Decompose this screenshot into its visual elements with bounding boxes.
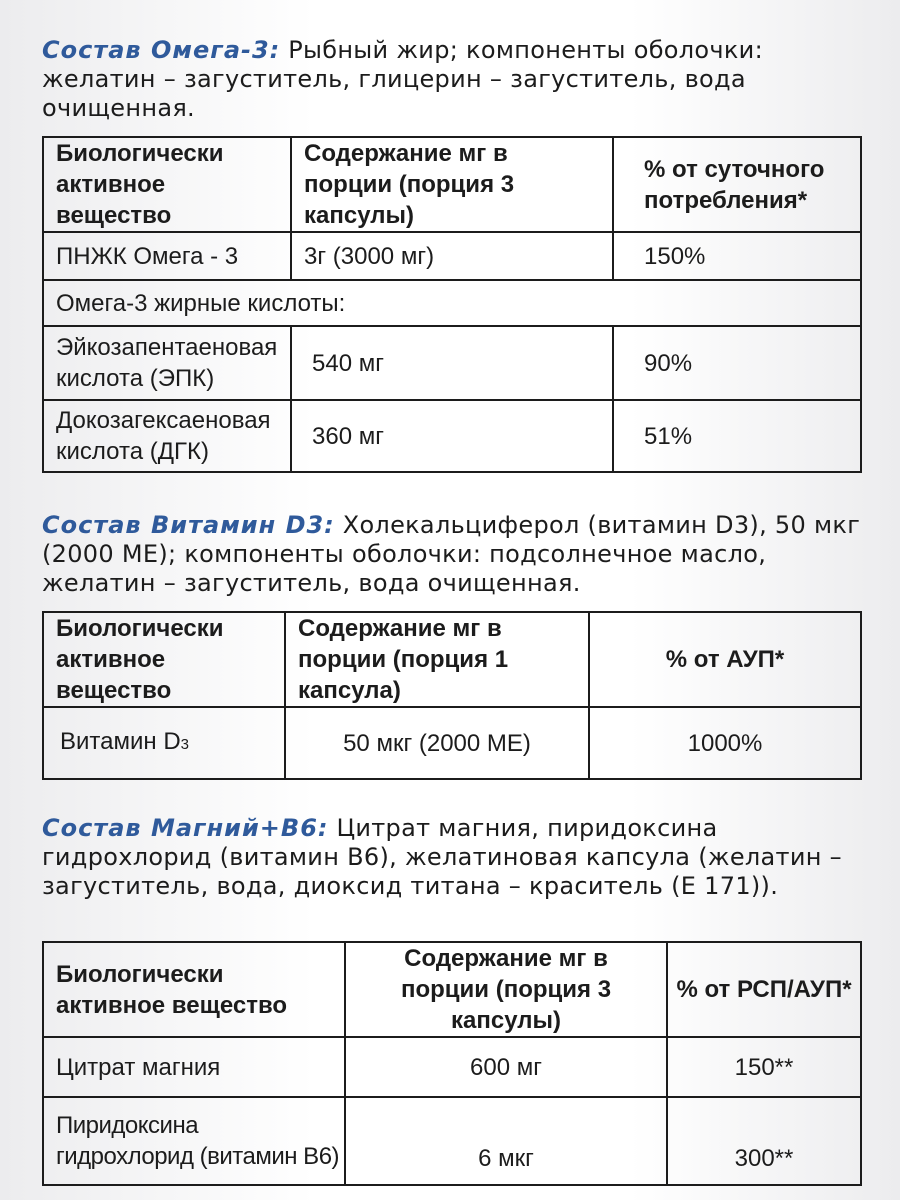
omega-composition-body: Рыбный жир; компоненты оболочки: желатин – загуститель, глицерин – загуститель, вода очищенная. <box>42 36 763 122</box>
omega-composition-lead: Состав Омега-3: <box>42 36 281 64</box>
table-row <box>43 1037 861 1097</box>
table-row <box>43 707 861 779</box>
d3-vitamin-name-sub: 3 <box>180 736 189 753</box>
table-row <box>43 232 861 280</box>
omega-group-label: Омега-3 жирные кислоты: <box>43 280 861 326</box>
omega-dha-amount: 360 мг <box>291 400 613 472</box>
mg-citrate-name: Цитрат магния <box>43 1037 345 1097</box>
d3-header-percent: % от АУП* <box>589 612 861 707</box>
d3-header-row <box>43 612 861 707</box>
table-row <box>43 326 861 400</box>
d3-vitamin-name-main: Витамин D <box>60 728 181 755</box>
omega-table <box>42 136 862 473</box>
mg-b6-name: Пиридоксина гидрохлорид (витамин В6) <box>43 1097 345 1185</box>
omega-epa-amount: 540 мг <box>291 326 613 400</box>
d3-composition-lead: Состав Витамин D3: <box>42 511 335 539</box>
d3-vitamin-percent: 1000% <box>589 707 861 779</box>
omega-header-substance: Биологически активное вещество <box>43 137 291 232</box>
table-row <box>43 1097 861 1185</box>
d3-composition-text <box>42 511 872 598</box>
d3-vitamin-amount: 50 мкг (2000 МЕ) <box>285 707 589 779</box>
omega-composition-text <box>42 36 872 123</box>
omega-header-row <box>43 137 861 232</box>
mg-composition-text <box>42 814 872 901</box>
d3-table <box>42 611 862 780</box>
mg-header-row <box>43 942 861 1037</box>
mg-b6-percent: 300** <box>667 1097 861 1185</box>
omega-epa-name: Эйкозапентаеновая кислота (ЭПК) <box>43 326 291 400</box>
omega-epa-percent: 90% <box>613 326 861 400</box>
omega-dha-percent: 51% <box>613 400 861 472</box>
table-row <box>43 400 861 472</box>
d3-header-substance: Биологически активное вещество <box>43 612 285 707</box>
d3-composition-body: Холекальциферол (витамин D3), 50 мкг (2000 МЕ); компоненты оболочки: подсолнечное масло, желатин – загуститель, вода очищенная. <box>42 511 861 597</box>
omega-pufa-amount: 3г (3000 мг) <box>291 232 613 280</box>
omega-header-percent: % от суточного потребления* <box>613 137 861 232</box>
mg-citrate-percent: 150** <box>667 1037 861 1097</box>
omega-group-row <box>43 280 861 326</box>
mg-composition-body: Цитрат магния, пиридоксина гидрохлорид (витамин В6), желатиновая капсула (желатин – загуститель, вода, диоксид титана – краситель (Е 171)). <box>42 814 842 900</box>
mg-composition-lead: Состав Магний+B6: <box>42 814 329 842</box>
omega-pufa-percent: 150% <box>613 232 861 280</box>
mg-citrate-amount: 600 мг <box>345 1037 667 1097</box>
d3-header-content: Содержание мг в порции (порция 1 капсула) <box>285 612 589 707</box>
mg-header-content: Содержание мг в порции (порция 3 капсулы) <box>345 942 667 1037</box>
mg-b6-amount: 6 мкг <box>345 1097 667 1185</box>
d3-vitamin-name <box>43 707 285 779</box>
omega-dha-name: Докозагексаеновая кислота (ДГК) <box>43 400 291 472</box>
omega-pufa-name: ПНЖК Омега - 3 <box>43 232 291 280</box>
mg-header-substance: Биологически активное вещество <box>43 942 345 1037</box>
mg-header-percent: % от РСП/АУП* <box>667 942 861 1037</box>
omega-header-content: Содержание мг в порции (порция 3 капсулы) <box>291 137 613 232</box>
mg-table <box>42 941 862 1186</box>
